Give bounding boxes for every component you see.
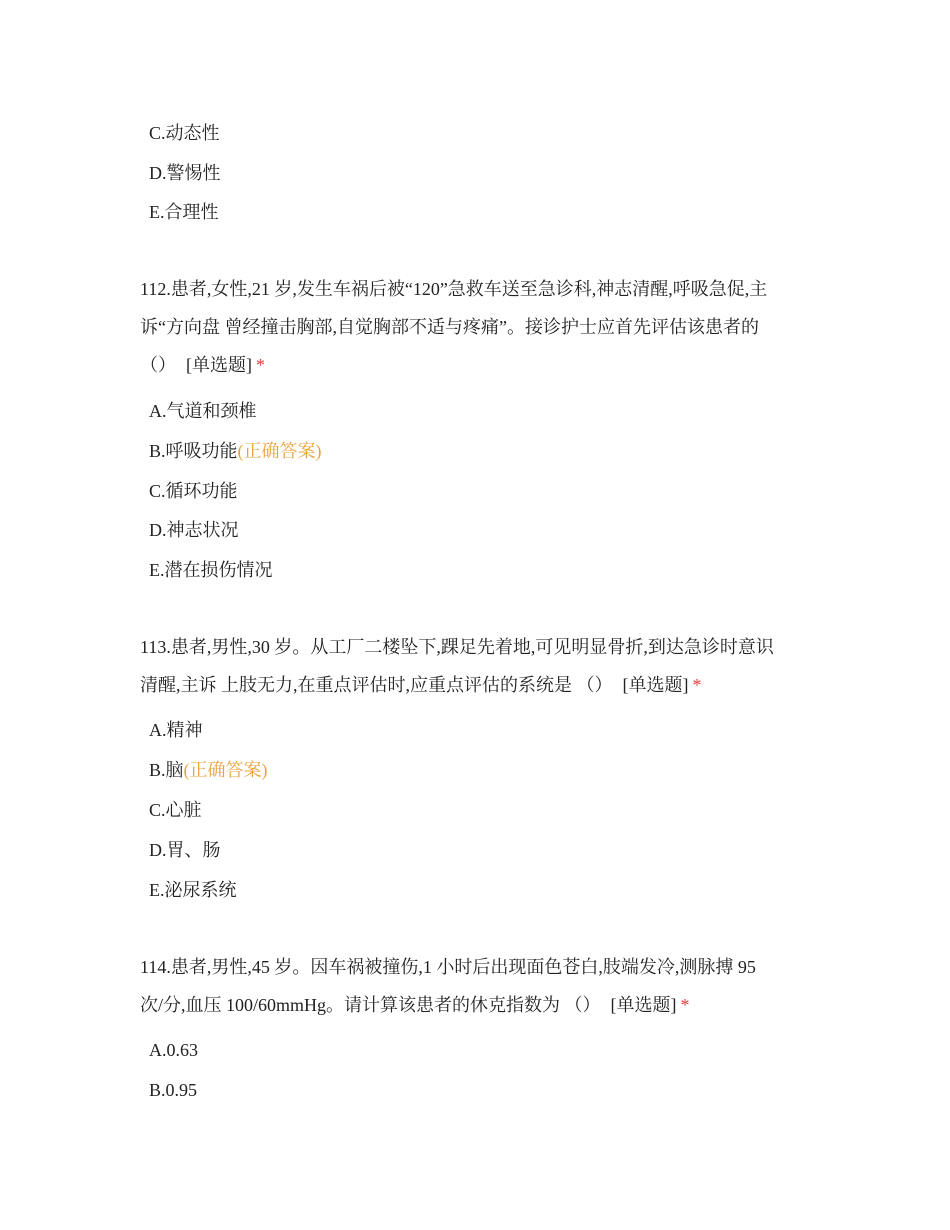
option-d[interactable]: D.警惕性 [149, 163, 221, 183]
question-112-line-1: 112.患者,女性,21 岁,发生车祸后被“120”急救车送至急诊科,神志清醒,呼吸急促,主 [140, 279, 768, 299]
question-112-blank: （） [140, 355, 176, 375]
option-b[interactable] [149, 439, 322, 463]
option-b[interactable] [149, 758, 268, 782]
option-a[interactable]: A.精神 [149, 720, 203, 740]
option-c[interactable]: C.循环功能 [149, 481, 238, 501]
option-e[interactable]: E.泌尿系统 [149, 880, 237, 900]
option-c[interactable]: C.动态性 [149, 123, 220, 143]
required-mark: * [256, 355, 265, 375]
option-c[interactable]: C.心脏 [149, 800, 202, 820]
question-114-line-2 [140, 993, 690, 1017]
question-type-tag: [单选题] [622, 675, 689, 695]
question-113-line-2 [140, 673, 702, 697]
option-e[interactable]: E.合理性 [149, 202, 219, 222]
question-112-line-2: 诉“方向盘 曾经撞击胸部,自觉胸部不适与疼痛”。接诊护士应首先评估该患者的 [140, 317, 759, 337]
option-b-label: B.脑 [149, 760, 184, 780]
correct-answer-label: (正确答案) [183, 760, 268, 780]
option-e[interactable]: E.潜在损伤情况 [149, 560, 273, 580]
option-a[interactable]: A.0.63 [149, 1040, 198, 1060]
option-b[interactable]: B.0.95 [149, 1080, 198, 1100]
question-112-line-3 [140, 353, 265, 377]
question-114-line-1: 114.患者,男性,45 岁。因车祸被撞伤,1 小时后出现面色苍白,肢端发冷,测脉搏 95 [140, 957, 756, 977]
question-114-text: 次/分,血压 100/60mmHg。请计算该患者的休克指数为 （） [140, 995, 601, 1015]
correct-answer-label: (正确答案) [237, 441, 322, 461]
question-type-tag: [单选题] [610, 995, 677, 1015]
required-mark: * [680, 995, 690, 1015]
question-113-text: 清醒,主诉 上肢无力,在重点评估时,应重点评估的系统是 （） [140, 675, 613, 695]
option-a[interactable]: A.气道和颈椎 [149, 401, 257, 421]
question-type-tag: [单选题] [186, 355, 252, 375]
required-mark: * [692, 675, 702, 695]
option-d[interactable]: D.神志状况 [149, 520, 239, 540]
option-b-label: B.呼吸功能 [149, 441, 238, 461]
question-113-line-1: 113.患者,男性,30 岁。从工厂二楼坠下,踝足先着地,可见明显骨折,到达急诊时意识 [140, 637, 774, 657]
option-d[interactable]: D.胃、肠 [149, 840, 221, 860]
